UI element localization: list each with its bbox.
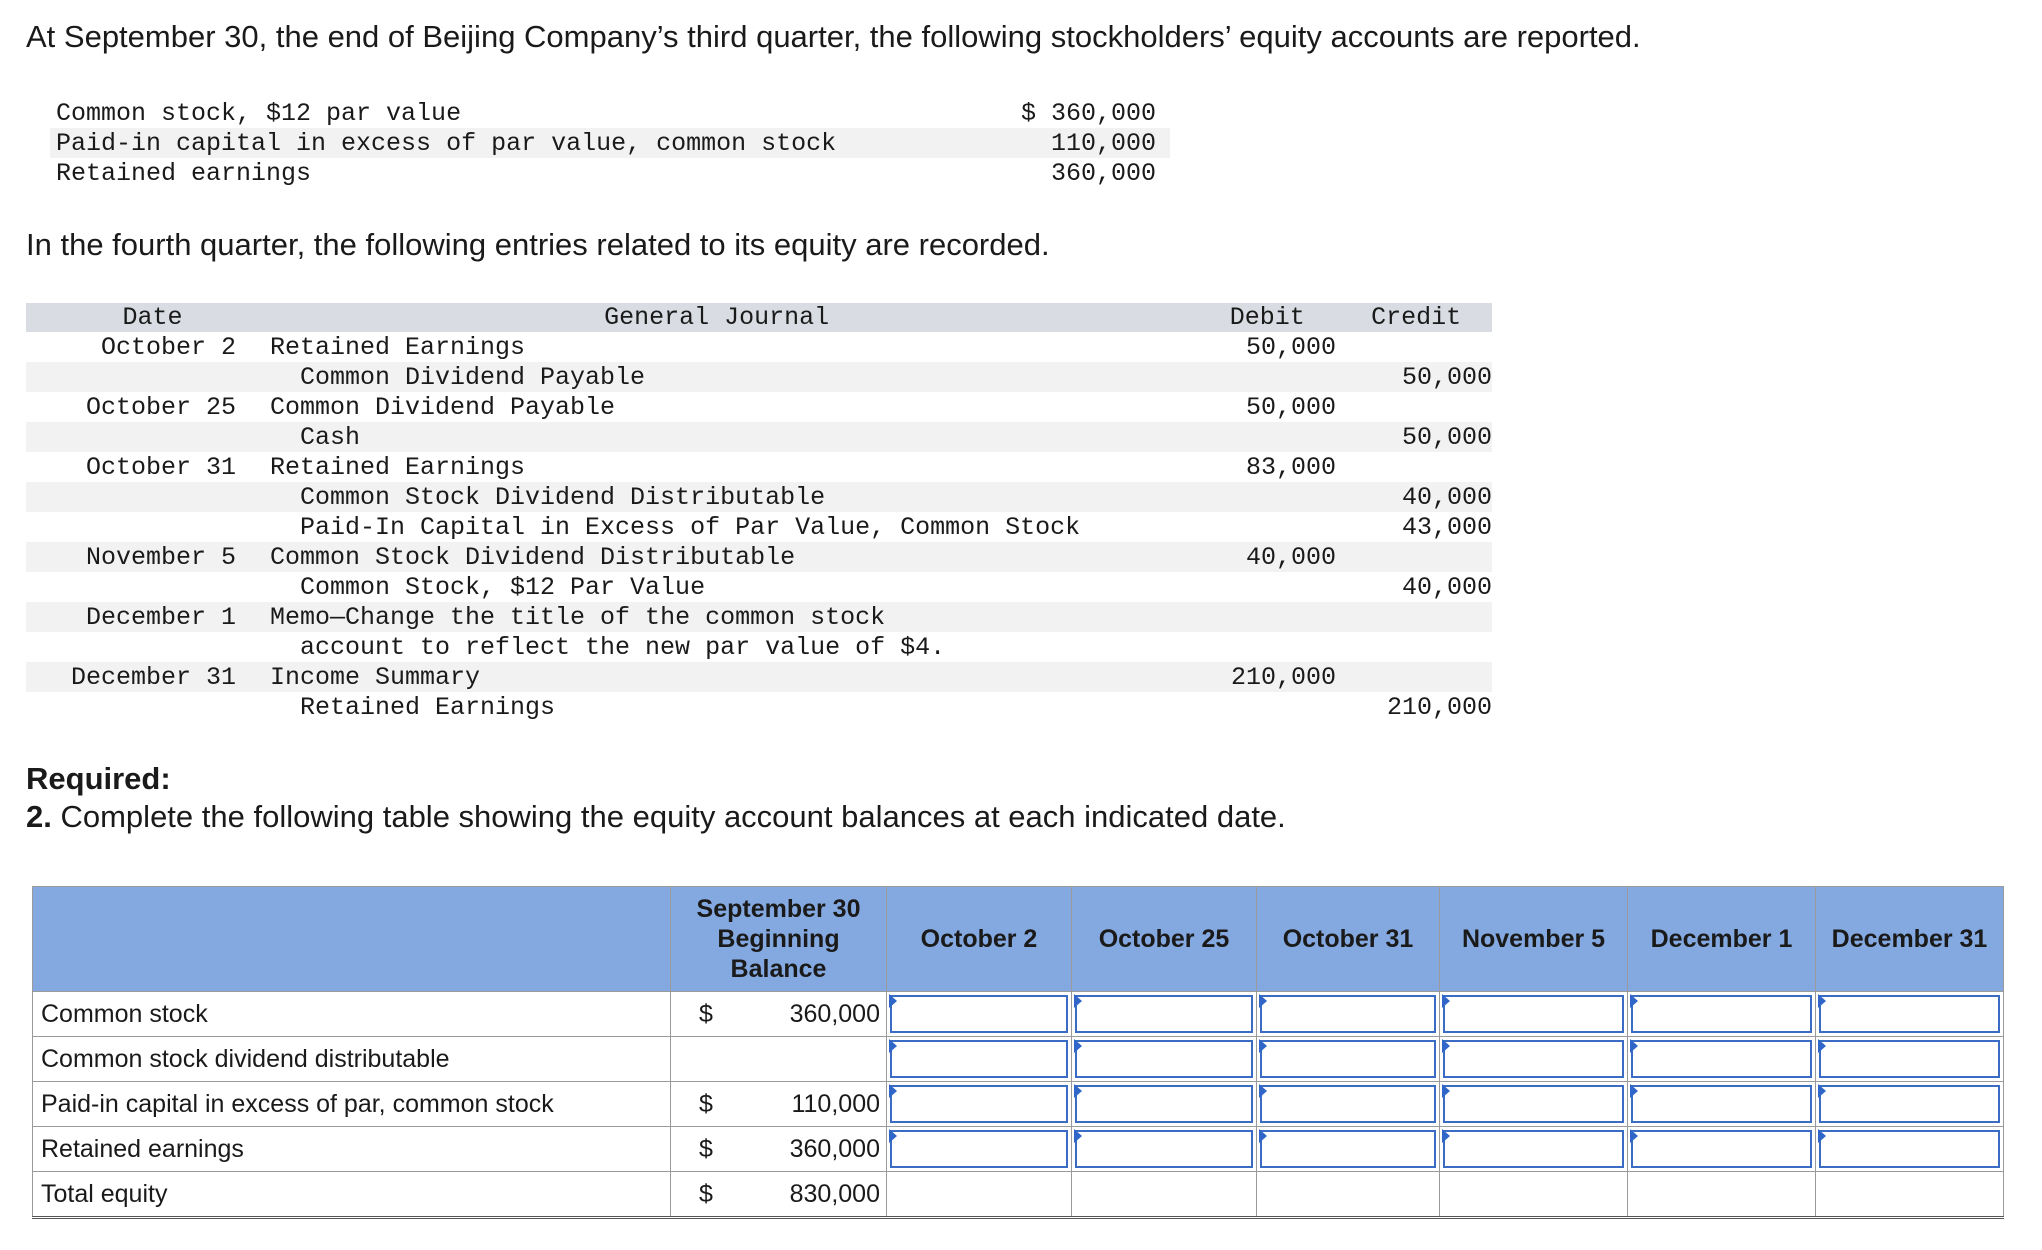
balance-row-label: Paid-in capital in excess of par, common stock xyxy=(33,1082,671,1127)
balance-input[interactable] xyxy=(1443,995,1624,1033)
balance-input[interactable] xyxy=(1631,995,1812,1033)
header-date: December 1 xyxy=(1628,887,1816,992)
balance-cell[interactable] xyxy=(1072,1082,1257,1127)
beginning-amount: 360,000 xyxy=(789,1135,880,1163)
required-item-number: 2. xyxy=(26,799,52,834)
input-marker-icon xyxy=(1630,1129,1638,1143)
balance-input[interactable] xyxy=(1260,1040,1436,1078)
input-marker-icon xyxy=(1074,1039,1082,1053)
balance-input[interactable] xyxy=(1819,1040,2000,1078)
balance-input[interactable] xyxy=(1631,1040,1812,1078)
balance-cell[interactable] xyxy=(1628,1127,1816,1172)
balance-row-label: Total equity xyxy=(33,1172,671,1218)
input-marker-icon xyxy=(1074,1084,1082,1098)
header-date: December 31 xyxy=(1816,887,2004,992)
journal-account: Common Dividend Payable xyxy=(270,392,616,422)
equity-value: 110,000 xyxy=(1050,128,1156,158)
balance-row-label: Common stock xyxy=(33,992,671,1037)
journal-credit: 50,000 xyxy=(1401,362,1492,392)
input-marker-icon xyxy=(1259,1129,1267,1143)
input-marker-icon xyxy=(1259,1039,1267,1053)
journal-account: Income Summary xyxy=(270,662,481,692)
balance-cell xyxy=(1440,1172,1628,1218)
balance-cell[interactable] xyxy=(1257,992,1440,1037)
journal-row xyxy=(26,602,1492,632)
header-beginning-line: September 30 xyxy=(696,895,861,923)
general-journal xyxy=(26,303,1492,722)
balance-input[interactable] xyxy=(1260,1130,1436,1168)
balance-cell[interactable] xyxy=(1816,1037,2004,1082)
journal-account: Memo—Change the title of the common stock xyxy=(270,602,886,632)
balance-input[interactable] xyxy=(1443,1130,1624,1168)
balance-input[interactable] xyxy=(890,995,1068,1033)
balance-cell[interactable] xyxy=(887,1037,1072,1082)
balance-cell xyxy=(1628,1172,1816,1218)
balance-row-label: Common stock dividend distributable xyxy=(33,1037,671,1082)
balance-cell[interactable] xyxy=(1440,1037,1628,1082)
balance-cell xyxy=(887,1172,1072,1218)
input-marker-icon xyxy=(1630,994,1638,1008)
balance-input[interactable] xyxy=(1631,1085,1812,1123)
journal-debit: 50,000 xyxy=(1245,332,1336,362)
balance-input[interactable] xyxy=(1075,1085,1253,1123)
beginning-balance-cell xyxy=(671,1172,887,1218)
journal-account: Common Stock Dividend Distributable xyxy=(300,482,826,512)
journal-row xyxy=(26,452,1492,482)
journal-credit: 50,000 xyxy=(1401,422,1492,452)
balance-cell[interactable] xyxy=(1628,1082,1816,1127)
input-marker-icon xyxy=(1818,1039,1826,1053)
journal-account: Common Stock Dividend Distributable xyxy=(270,542,796,572)
balance-table-header xyxy=(33,887,2004,992)
balance-cell[interactable] xyxy=(887,992,1072,1037)
journal-row xyxy=(26,512,1492,542)
currency-symbol: $ xyxy=(699,1180,713,1208)
journal-account: Retained Earnings xyxy=(270,452,526,482)
balance-input[interactable] xyxy=(1075,1130,1253,1168)
balance-input[interactable] xyxy=(1631,1130,1812,1168)
journal-account: Common Stock, $12 Par Value xyxy=(300,572,706,602)
journal-date: October 2 xyxy=(100,332,236,362)
input-marker-icon xyxy=(1442,1129,1450,1143)
header-date: October 25 xyxy=(1072,887,1257,992)
header-date: November 5 xyxy=(1440,887,1628,992)
beginning-amount: 110,000 xyxy=(791,1090,880,1118)
input-marker-icon xyxy=(889,1039,897,1053)
journal-account: account to reflect the new par value of $4. xyxy=(300,632,946,662)
balance-cell[interactable] xyxy=(887,1127,1072,1172)
input-marker-icon xyxy=(1259,1084,1267,1098)
balance-cell[interactable] xyxy=(1628,992,1816,1037)
balance-table-body xyxy=(33,992,2004,1218)
input-marker-icon xyxy=(889,1129,897,1143)
input-marker-icon xyxy=(1818,1129,1826,1143)
currency-symbol: $ xyxy=(699,1135,713,1163)
beginning-balance-cell xyxy=(671,992,887,1037)
journal-date: October 25 xyxy=(85,392,236,422)
currency-symbol: $ xyxy=(699,1090,713,1118)
journal-row xyxy=(26,482,1492,512)
journal-credit: 40,000 xyxy=(1401,482,1492,512)
journal-row xyxy=(26,362,1492,392)
equity-value: $ 360,000 xyxy=(1020,98,1156,128)
header-beginning-line: Balance xyxy=(730,955,827,983)
journal-debit: 50,000 xyxy=(1245,392,1336,422)
header-blank xyxy=(33,887,671,992)
beginning-balance-cell xyxy=(671,1127,887,1172)
journal-account: Paid-In Capital in Excess of Par Value, Common Stock xyxy=(300,512,1081,542)
required-item xyxy=(26,798,1286,836)
balance-row xyxy=(33,1172,2004,1218)
journal-row xyxy=(26,662,1492,692)
journal-credit: 40,000 xyxy=(1401,572,1492,602)
journal-row xyxy=(26,392,1492,422)
equity-row xyxy=(50,98,1170,128)
required-section xyxy=(26,760,1286,836)
journal-date: December 31 xyxy=(70,662,236,692)
currency-symbol: $ xyxy=(699,1000,713,1028)
equity-value: 360,000 xyxy=(1050,158,1156,188)
input-marker-icon xyxy=(1259,994,1267,1008)
balance-cell[interactable] xyxy=(1072,1127,1257,1172)
input-marker-icon xyxy=(889,994,897,1008)
equity-label: Paid-in capital in excess of par value, common stock xyxy=(56,128,837,158)
balance-input[interactable] xyxy=(890,1040,1068,1078)
journal-account: Cash xyxy=(300,422,361,452)
journal-debit: 210,000 xyxy=(1230,662,1336,692)
fourth-quarter-text: In the fourth quarter, the following entries related to its equity are recorded. xyxy=(26,227,1050,262)
journal-row xyxy=(26,692,1492,722)
intro-text: At September 30, the end of Beijing Company’s third quarter, the following stockholders’ equity accounts are reported. xyxy=(26,19,1641,54)
journal-row xyxy=(26,542,1492,572)
equity-row xyxy=(50,128,1170,158)
balance-cell[interactable] xyxy=(1257,1127,1440,1172)
journal-row xyxy=(26,572,1492,602)
journal-date: November 5 xyxy=(85,542,236,572)
balance-cell[interactable] xyxy=(1816,1082,2004,1127)
balance-input[interactable] xyxy=(1260,995,1436,1033)
journal-row xyxy=(26,422,1492,452)
balance-row xyxy=(33,1082,2004,1127)
balance-cell[interactable] xyxy=(1628,1037,1816,1082)
required-title: Required: xyxy=(26,761,171,796)
balance-input[interactable] xyxy=(1443,1040,1624,1078)
input-marker-icon xyxy=(1442,994,1450,1008)
balance-cell[interactable] xyxy=(1072,1037,1257,1082)
equity-balance-table xyxy=(32,886,2004,1219)
required-item-text: Complete the following table showing the equity account balances at each indicated date. xyxy=(60,799,1286,834)
beginning-balance-cell xyxy=(671,1037,887,1082)
beginning-balance-cell xyxy=(671,1082,887,1127)
input-marker-icon xyxy=(1442,1039,1450,1053)
input-marker-icon xyxy=(1630,1084,1638,1098)
journal-header-date: Date xyxy=(122,303,183,332)
balance-cell xyxy=(1257,1172,1440,1218)
beginning-amount: 360,000 xyxy=(789,1000,880,1028)
balance-cell[interactable] xyxy=(1440,1082,1628,1127)
input-marker-icon xyxy=(1442,1084,1450,1098)
balance-input[interactable] xyxy=(1819,995,2000,1033)
header-beginning-line: Beginning xyxy=(717,925,840,953)
input-marker-icon xyxy=(1074,994,1082,1008)
journal-credit: 210,000 xyxy=(1386,692,1492,722)
balance-input[interactable] xyxy=(890,1130,1068,1168)
balance-input[interactable] xyxy=(1443,1085,1624,1123)
journal-date: October 31 xyxy=(85,452,236,482)
beginning-amount: 830,000 xyxy=(789,1180,880,1208)
balance-input[interactable] xyxy=(1075,1040,1253,1078)
balance-cell[interactable] xyxy=(1816,1127,2004,1172)
input-marker-icon xyxy=(1630,1039,1638,1053)
journal-debit: 40,000 xyxy=(1245,542,1336,572)
balance-row xyxy=(33,1037,2004,1082)
equity-label: Retained earnings xyxy=(56,158,312,188)
balance-cell[interactable] xyxy=(1816,992,2004,1037)
journal-account: Retained Earnings xyxy=(300,692,556,722)
input-marker-icon xyxy=(1818,1084,1826,1098)
balance-cell[interactable] xyxy=(1257,1037,1440,1082)
balance-input[interactable] xyxy=(1819,1085,2000,1123)
journal-header-debit: Debit xyxy=(1229,303,1305,332)
balance-cell[interactable] xyxy=(1072,992,1257,1037)
journal-account: Retained Earnings xyxy=(270,332,526,362)
balance-row xyxy=(33,1127,2004,1172)
journal-debit: 83,000 xyxy=(1245,452,1336,482)
journal-row xyxy=(26,632,1492,662)
equity-label: Common stock, $12 par value xyxy=(56,98,462,128)
journal-credit: 43,000 xyxy=(1401,512,1492,542)
balance-cell xyxy=(1072,1172,1257,1218)
balance-row xyxy=(33,992,2004,1037)
balance-input[interactable] xyxy=(1819,1130,2000,1168)
input-marker-icon xyxy=(889,1084,897,1098)
balance-input[interactable] xyxy=(1260,1085,1436,1123)
journal-header xyxy=(26,303,1492,332)
journal-header-title: General Journal xyxy=(604,303,830,332)
header-date: October 2 xyxy=(887,887,1072,992)
balance-row-label: Retained earnings xyxy=(33,1127,671,1172)
balance-cell[interactable] xyxy=(1440,1127,1628,1172)
input-marker-icon xyxy=(1818,994,1826,1008)
balance-cell[interactable] xyxy=(887,1082,1072,1127)
equity-account-list xyxy=(50,98,1170,188)
balance-cell[interactable] xyxy=(1440,992,1628,1037)
journal-row xyxy=(26,332,1492,362)
journal-date: December 1 xyxy=(85,602,236,632)
journal-account: Common Dividend Payable xyxy=(300,362,646,392)
header-date: October 31 xyxy=(1257,887,1440,992)
journal-header-credit: Credit xyxy=(1371,303,1462,332)
balance-cell xyxy=(1816,1172,2004,1218)
input-marker-icon xyxy=(1074,1129,1082,1143)
journal-rows xyxy=(26,332,1492,722)
balance-input[interactable] xyxy=(890,1085,1068,1123)
balance-cell[interactable] xyxy=(1257,1082,1440,1127)
balance-input[interactable] xyxy=(1075,995,1253,1033)
header-beginning-balance xyxy=(671,887,887,992)
equity-row xyxy=(50,158,1170,188)
